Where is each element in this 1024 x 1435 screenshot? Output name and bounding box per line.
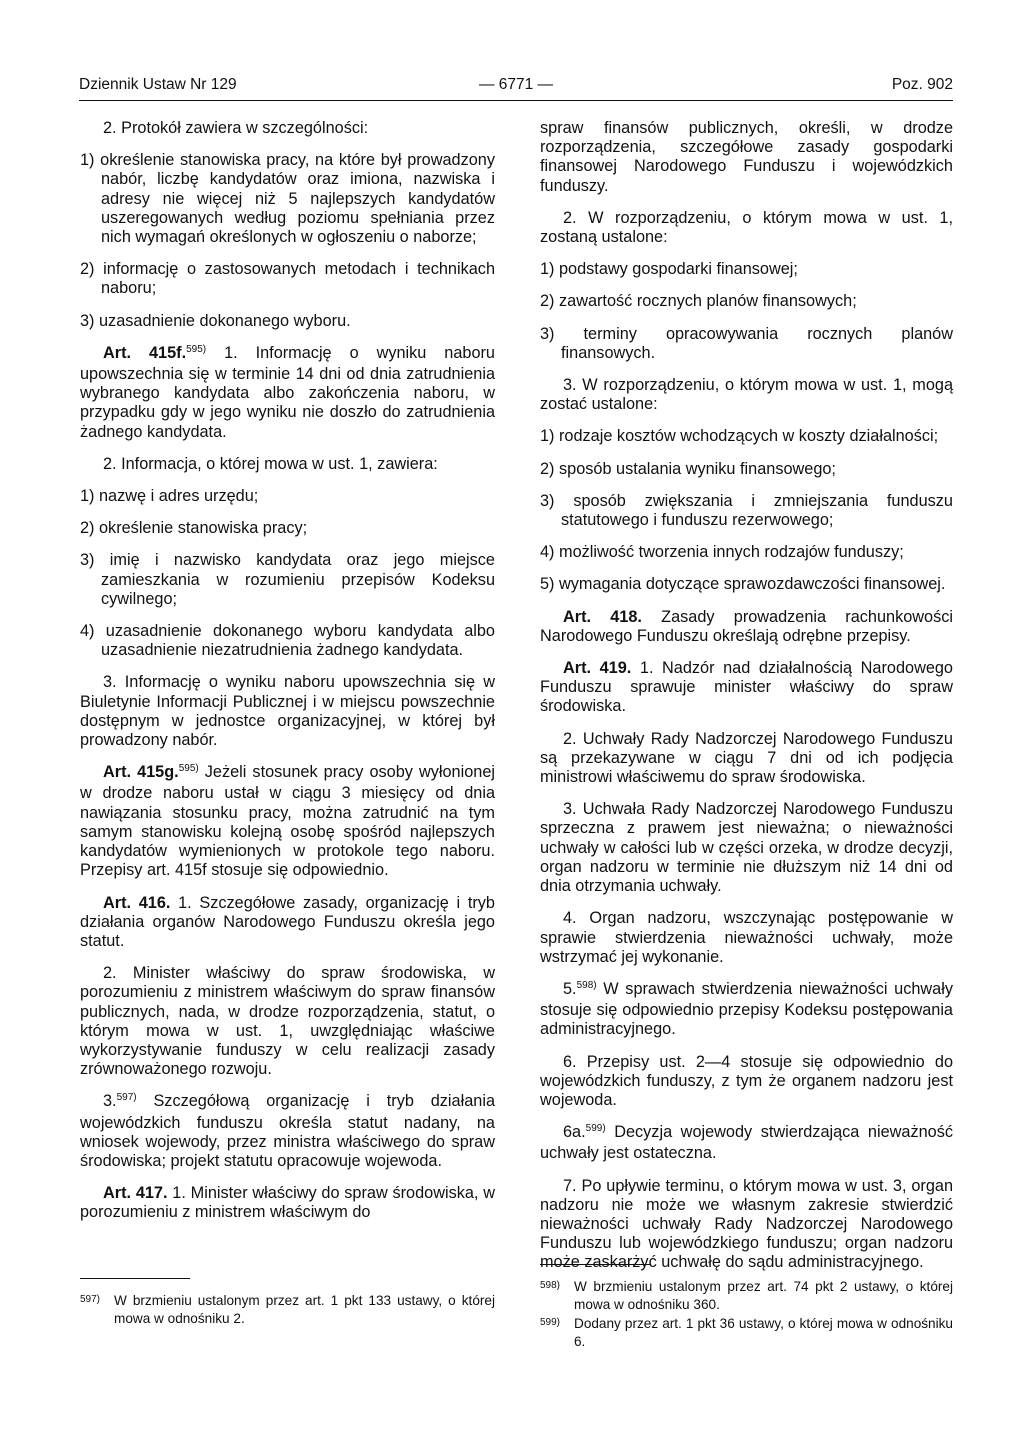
paragraph-text: 1. Informację o wyniku naboru upowszechnia się w terminie 14 dni od dnia zatrudnienia wybranego kandydata albo zakończenia naboru, w przypadku gdy w jego wyniku nie doszło do zatrudnienia żadnego kandydata. [80, 343, 495, 441]
list-item: 3) uzasadnienie dokonanego wyboru. [80, 311, 351, 330]
paragraph: 6. Przepisy ust. 2—4 stosuje się odpowiednio do wojewódzkich funduszy, z tym że organem nadzoru jest wojewoda. [540, 1052, 953, 1109]
footnote [540, 1279, 953, 1313]
list-item: 1) nazwę i adres urzędu; [80, 487, 259, 506]
section-number: 5. [563, 979, 577, 998]
footnotes-right [540, 1264, 953, 1353]
article-paragraph [540, 659, 953, 717]
paragraph: 2. W rozporządzeniu, o którym mowa w ust. 1, zostaną ustalone: [540, 208, 953, 247]
footnote [540, 1316, 953, 1350]
section-number: 6a. [563, 1123, 586, 1142]
paragraph-text: 1. Minister właściwy do spraw środowiska, w porozumieniu z ministrem właściwym do [80, 1184, 495, 1222]
footnote-marker: 597) [80, 1294, 101, 1305]
paragraph-text: Szczegółową organizację i tryb działania wojewódzkich funduszu określa statut nadany, na wniosek wojewody, przez ministra właściwego do spraw środowiska; projekt statutu opracowuje wojewoda. [80, 1092, 495, 1170]
paragraph: 7. Po upływie terminu, o którym mowa w ust. 3, organ nadzoru nie może we własnym zakresie stwierdzić nieważności uchwały Rady Nadzorczej Narodowego Funduszu lub wojewódzkiego funduszu; organ nadzoru może zaskarżyć uchwałę do sądu administracyjnego. [540, 1176, 953, 1272]
article-paragraph [540, 608, 953, 646]
footnote-number [80, 1293, 114, 1311]
section-number: 3. [103, 1092, 117, 1111]
article-number: Art. 416. [103, 893, 171, 912]
section-paragraph [540, 980, 953, 1040]
list-item: 4) możliwość tworzenia innych rodzajów funduszy; [540, 543, 904, 562]
right-column [540, 119, 953, 1286]
article-number: Art. 419. [563, 659, 632, 678]
article-number: Art. 417. [103, 1184, 168, 1203]
paragraph: 3. W rozporządzeniu, o którym mowa w ust. 1, mogą zostać ustalone: [540, 376, 953, 414]
paragraph: 2. Minister właściwy do spraw środowiska, w porozumieniu z ministrem właściwym do spraw finansów publicznych, nada, w drodze rozporządzenia, statut, o którym mowa w ust. 1, uwzględniając właściwe wykorzystywanie funduszy w celu realizacji zasady zrównoważonego rozwoju. [80, 964, 495, 1079]
list-item: 1) określenie stanowiska pracy, na które był prowadzony nabór, liczbę kandydatów oraz imiona, nazwiska i adresy nie więcej niż 5 najlepszych kandydatów uszeregowanych według poziomu spełniania przez nich wymagań określonych w ogłoszeniu o naborze; [80, 151, 495, 247]
footnote-ref: 595) [178, 763, 199, 775]
footnote-marker: 598) [540, 1280, 561, 1291]
article-paragraph [80, 344, 495, 442]
article-paragraph [80, 894, 495, 952]
footnote-rule [540, 1264, 650, 1265]
footnote-ref: 597) [116, 1092, 137, 1104]
list-item: 2) informację o zastosowanych metodach i technikach naboru; [80, 260, 495, 298]
paragraph: 3. Uchwała Rady Nadzorczej Narodowego Funduszu sprzeczna z prawem jest nieważna; o nieważności uchwały w całości lub w części orzeka, w drodze decyzji, organ nadzoru w terminie nie dłuższym niż 14 dni od dnia otrzymania uchwały. [540, 800, 953, 896]
paragraph: 4. Organ nadzoru, wszczynając postępowanie w sprawie stwierdzenia nieważności uchwały, może wstrzymać jej wykonanie. [540, 909, 953, 966]
page-header [79, 76, 953, 100]
footnote-text: W brzmieniu ustalonym przez art. 74 pkt 2 ustawy, o której mowa w odnośniku 360. [574, 1279, 953, 1312]
article-paragraph [80, 763, 495, 880]
footnote-number [540, 1316, 574, 1334]
article-paragraph [80, 1184, 495, 1222]
paragraph-text: W sprawach stwierdzenia nieważności uchwały stosuje się odpowiednio przepisy Kodeksu postępowania administracyjnego. [540, 979, 953, 1039]
paragraph-text: Zasady prowadzenia rachunkowości Narodowego Funduszu określają odrębne przepisy. [540, 607, 953, 645]
paragraph: 2. Informacja, o której mowa w ust. 1, zawiera: [103, 454, 438, 473]
journal-title: Dziennik Ustaw Nr 129 [79, 76, 237, 93]
list-item: 1) rodzaje kosztów wchodzących w koszty działalności; [540, 427, 939, 446]
footnote [80, 1293, 495, 1327]
footnote-ref: 595) [186, 343, 207, 355]
section-paragraph [80, 1092, 495, 1171]
footnote-text: W brzmieniu ustalonym przez art. 1 pkt 133 ustawy, o której mowa w odnośniku 2. [114, 1293, 495, 1326]
paragraph-text: 1. Szczegółowe zasady, organizację i tryb działania organów Narodowego Funduszu określa jego statut. [80, 893, 495, 950]
footnote-rule [80, 1278, 190, 1279]
paragraph-text: Jeżeli stosunek pracy osoby wyłonionej w drodze naboru ustał w ciągu 3 miesięcy od dnia nawiązania stosunku pracy, można zatrudnić na tym samym stanowisku kolejną osobę spośród najlepszych kandydatów wymienionych w protokole tego naboru. Przepisy art. 415f stosuje się odpowiednio. [80, 763, 495, 880]
footnote-number [540, 1279, 574, 1297]
article-number: Art. 415g. [103, 763, 179, 782]
footnote-ref: 598) [576, 979, 597, 991]
paragraph-text: Decyzja wojewody stwierdzająca nieważność uchwały jest ostateczna. [540, 1123, 953, 1163]
paragraph: 2. Protokół zawiera w szczególności: [103, 119, 369, 137]
header-rule [79, 100, 953, 101]
footnote-ref: 599) [585, 1123, 606, 1135]
list-item: 2) zawartość rocznych planów finansowych; [540, 292, 857, 311]
list-item: 3) imię i nazwisko kandydata oraz jego miejsce zamieszkania w rozumieniu przepisów Kodeksu cywilnego; [80, 551, 495, 608]
footnote-text: Dodany przez art. 1 pkt 36 ustawy, o której mowa w odnośniku 6. [574, 1316, 953, 1349]
page-number: — 6771 — [478, 76, 554, 93]
footnotes-left [80, 1278, 495, 1330]
paragraph: 3. Informację o wyniku naboru upowszechnia się w Biuletynie Informacji Publicznej i w miejscu powszechnie dostępnym w jednostce organizacyjnej, w której był prowadzony nabór. [80, 673, 495, 750]
paragraph: spraw finansów publicznych, określi, w drodze rozporządzenia, szczegółowe zasady gospodarki finansowej Narodowego Funduszu i wojewódzkich funduszy. [540, 119, 953, 195]
list-item: 2) sposób ustalania wyniku finansowego; [540, 459, 836, 478]
list-item: 2) określenie stanowiska pracy; [80, 519, 308, 538]
list-item: 1) podstawy gospodarki finansowej; [540, 260, 798, 279]
footnote-marker: 599) [540, 1317, 561, 1328]
list-item: 5) wymagania dotyczące sprawozdawczości finansowej. [540, 575, 946, 594]
list-item: 4) uzasadnienie dokonanego wyboru kandydata albo uzasadnienie niezatrudnienia żadnego kandydata. [80, 622, 495, 660]
article-number: Art. 415f. [103, 343, 187, 362]
paragraph-text: 1. Nadzór nad działalnością Narodowego Funduszu sprawuje minister właściwy do spraw środowiska. [540, 659, 953, 716]
left-column [80, 119, 495, 1236]
list-item: 3) sposób zwiększania i zmniejszania funduszu statutowego i funduszu rezerwowego; [540, 491, 953, 530]
list-item: 3) terminy opracowywania rocznych planów finansowych. [540, 324, 953, 362]
article-number: Art. 418. [563, 607, 642, 626]
section-paragraph [540, 1123, 953, 1163]
paragraph: 2. Uchwały Rady Nadzorczej Narodowego Funduszu są przekazywane w ciągu 7 dni od ich podjęcia ministrowi właściwemu do spraw środowiska. [540, 729, 953, 787]
position-number: Poz. 902 [891, 76, 953, 93]
